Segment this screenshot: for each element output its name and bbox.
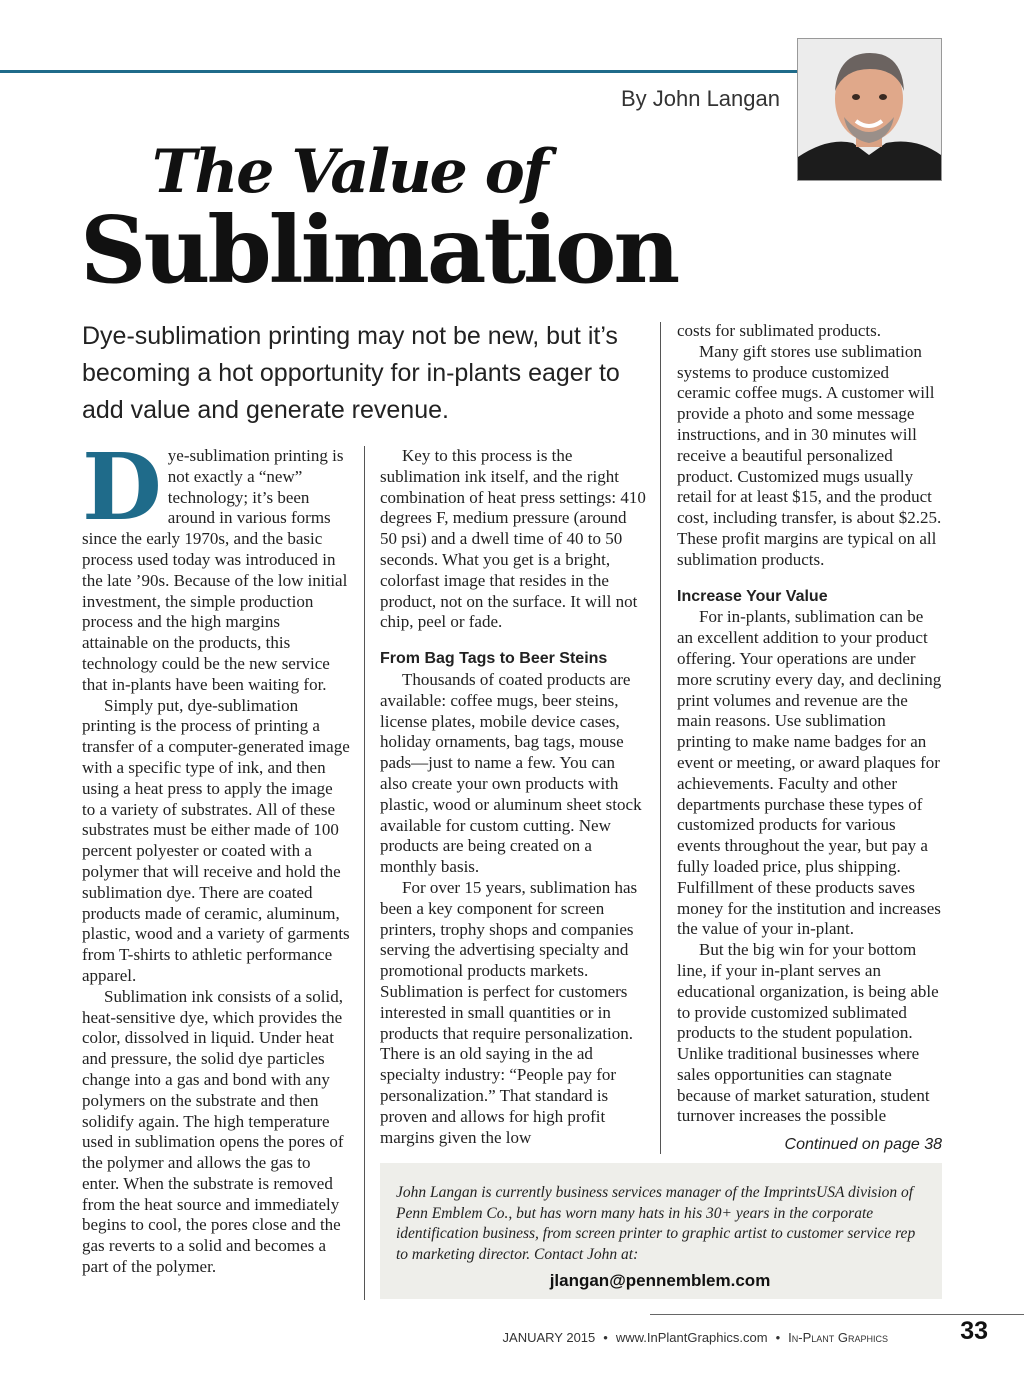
- deck: Dye-sublimation printing may not be new, but it’s becoming a hot opportunity for in-plants eager to add value and generate revenue.: [82, 322, 620, 424]
- article-paragraph: For in-plants, sublimation can be an excellent addition to your product offering. Your operations are under more scrutiny every day, and declining print volumes and revenue are the main reasons. Use sublimation printing to make name badges for an event or meeting, or award plaques for achievements. Faculty and other departments purchase these types of customized products for various events throughout the year, but pay a fully loaded price, plus shipping. Fulfillment of these products saves money for the institution and increases the value of your in-plant.: [677, 607, 942, 939]
- article-paragraph: Sublimation ink consists of a solid, heat-sensitive dye, which provides the color, dissolved in liquid. Under heat and pressure, the solid dye particles change into a gas and bond with any polymers on the substrate and then solidify again. The high temperature used in sublimation opens the pores of the polymer and allows the gas to enter. When the substrate is removed from the heat source and immediately begins to cool, the pores close and the gas reverts to a solid and becomes a part of the polymer.: [82, 986, 344, 1277]
- article-paragraph: But the big win for your bottom line, if your in-plant serves an educational organization, is being able to provide customized sublimated products to the student population. Unlike traditional businesses where sales opportunities can stagnate because of market saturation, student turnover increases the possible: [677, 940, 939, 1126]
- page-footer: [503, 1330, 888, 1345]
- continued-note: Continued on page 38: [784, 1136, 942, 1153]
- magazine-name: In-Plant Graphics: [788, 1330, 888, 1345]
- article-paragraph: For over 15 years, sublimation has been a key component for screen printers, trophy shops and companies serving the advertising specialty and promotional products markets. Sublimation is perfect for customers interested in small quantities or in products that require personalization. There is an old saying in the ad specialty industry: “People pay for personalization.” That standard is proven and allows for high profit margins given the low: [380, 877, 638, 1147]
- article-column-3: [677, 321, 943, 1127]
- site-url[interactable]: www.InPlantGraphics.com: [615, 1330, 768, 1345]
- article-paragraph: Many gift stores use sublimation systems to produce customized ceramic coffee mugs. A customer will provide a photo and some message instructions, and in 30 minutes will receive a beautiful personalized product. Customized mugs usually retail for at least $15, and the product cost, including transfer, is about $2.25. These profit margins are typical on all sublimation products.: [677, 341, 942, 569]
- author-headshot-icon: [797, 38, 942, 181]
- top-rule: [0, 70, 798, 73]
- footer-rule: [650, 1314, 1024, 1315]
- bullet-separator: •: [775, 1330, 781, 1345]
- drop-cap: D: [82, 433, 162, 541]
- author-bio-text: John Langan is currently business services manager of the ImprintsUSA division of Penn Emblem Co., but has worn many hats in his 30+ years in the corporate identification business, from screen printer to graphic artist to customer service rep to marketing director. Contact John at:: [396, 1184, 916, 1263]
- author-bio-box: [380, 1163, 942, 1299]
- bullet-separator: •: [603, 1330, 608, 1345]
- paragraph-text: ye-sublimation printing is not exactly a “new” technology; it’s been around in various forms since the early 1970s, and the basic process used today was introduced in the late ’90s. Because of the low initial investment, the simple production process and the high margins attainable on the products, this technology could be the new service that in-plants have been waiting for.: [82, 446, 348, 694]
- column-divider: [364, 446, 365, 1300]
- byline: By John Langan: [620, 86, 780, 111]
- article-column-1: [82, 433, 350, 1278]
- article-paragraph: Key to this process is the sublimation ink itself, and the right combination of heat press settings: 410 degrees F, medium pressure (around 50 psi) and a dwell time of 40 to 50 seconds. What you get is a bright, colorfast image that resides in the product, not on the surface. It will not chip, peel or fade.: [380, 446, 646, 632]
- article-paragraph: costs for sublimated products.: [677, 321, 881, 340]
- issue-date: JANUARY 2015: [502, 1330, 596, 1345]
- article-paragraph: Thousands of coated products are available: coffee mugs, beer steins, license plates, mobile device cases, holiday ornaments, bag tags, mouse pads—just to name a few. You can also create your own products with plastic, wood or aluminum sheet stock available for custom cutting. New products are being created on a monthly basis.: [380, 669, 642, 877]
- title-line-2: Sublimation: [80, 196, 678, 304]
- article-paragraph: Simply put, dye-sublimation printing is the process of printing a transfer of a computer-generated image with a specific type of ink, and then using a heat press to apply the image to a variety of substrates. All of these substrates must be either made of 100 percent polyester or coated with a polymer that will receive and hold the sublimation dye. There are coated products made of ceramic, aluminum, plastic, wood and a variety of garments from T-shirts to athletic performance apparel.: [82, 695, 350, 985]
- author-email-link[interactable]: jlangan@pennemblem.com: [549, 1271, 771, 1290]
- subhead-increase-value: Increase Your Value: [677, 587, 828, 605]
- article-paragraph: [82, 433, 350, 696]
- title-line-1: The Value of: [152, 137, 547, 207]
- column-divider: [660, 322, 661, 1154]
- article-column-2: [380, 446, 646, 1148]
- subhead-bag-tags: From Bag Tags to Beer Steins: [380, 650, 608, 668]
- page-number: 33: [960, 1317, 988, 1345]
